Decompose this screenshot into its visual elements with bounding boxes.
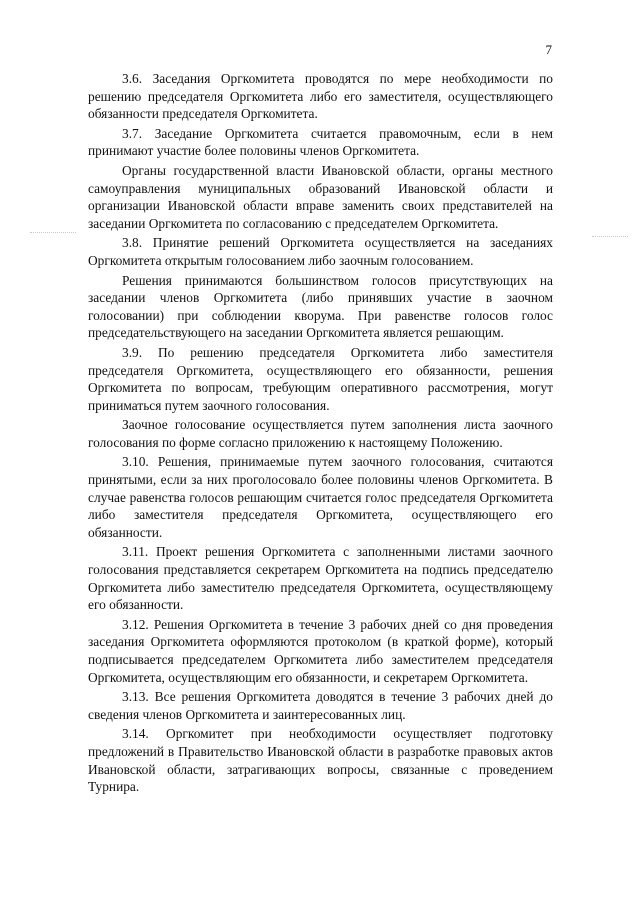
paragraph-3-10: 3.10. Решения, принимаемые путем заочного голосования, считаются принятыми, если за них проголосовало более половины членов Оргкомитета. В случае равенства голосов решающим считается голос председателя Оргкомитета либо заместителя председателя Оргкомитета, осуществляющего его обязанности. xyxy=(88,454,553,540)
scan-artifact-right xyxy=(592,236,628,238)
paragraph-3-7-substitution: Органы государственной власти Ивановской области, органы местного самоуправления муниципальных образований Ивановской области и организации Ивановской области вправе заменить своих представителей на заседании Оргкомитета по согласованию с председателем Оргкомитета. xyxy=(88,162,553,231)
paragraph-3-9: 3.9. По решению председателя Оргкомитета либо заместителя председателя Оргкомитета, осуществляющего его обязанности, решения Оргкомитета по вопросам, требующим оперативного рассмотрения, могут приниматься путем заочного голосования. xyxy=(88,344,553,413)
paragraph-3-13: 3.13. Все решения Оргкомитета доводятся в течение 3 рабочих дней до сведения членов Оргкомитета и заинтересованных лиц. xyxy=(88,689,553,722)
paragraph-3-8-majority: Решения принимаются большинством голосов присутствующих на заседании членов Оргкомитета (либо принявших участие в заочном голосовании) при соблюдении кворума. При равенстве голосов голос председательствующего на заседании Оргкомитета является решающим. xyxy=(88,272,553,341)
page-number: 7 xyxy=(545,42,552,57)
paragraph-3-11: 3.11. Проект решения Оргкомитета с заполненными листами заочного голосования представляется секретарем Оргкомитета на подпись председателю Оргкомитета либо заместителю председателя Оргкомитета, осуществляющему его обязанности. xyxy=(88,544,553,613)
paragraph-3-7: 3.7. Заседание Оргкомитета считается правомочным, если в нем принимают участие более половины членов Оргкомитета. xyxy=(88,125,553,159)
paragraph-3-8: 3.8. Принятие решений Оргкомитета осуществляется на заседаниях Оргкомитета открытым голосованием либо заочным голосованием. xyxy=(88,235,553,268)
paragraph-3-6: 3.6. Заседания Оргкомитета проводятся по мере необходимости по решению председателя Оргкомитета либо его заместителя, осуществляющего обязанности председателя Оргкомитета. xyxy=(88,71,553,122)
paragraph-3-9-remote-voting: Заочное голосование осуществляется путем заполнения листа заочного голосования по форме согласно приложению к настоящему Положению. xyxy=(88,417,553,450)
scan-artifact-left xyxy=(30,232,76,234)
paragraph-3-12: 3.12. Решения Оргкомитета в течение 3 рабочих дней со дня проведения заседания Оргкомитета оформляются протоколом (в краткой форме), который подписывается председателем Оргкомитета либо заместителем председателя Оргкомитета, осуществляющим его обязанности, и секретарем Оргкомитета. xyxy=(88,616,553,685)
document-body xyxy=(88,70,553,798)
paragraph-3-14: 3.14. Оргкомитет при необходимости осуществляет подготовку предложений в Правительство Ивановской области в разработке правовых актов Ивановской области, затрагивающих вопросы, связанные с проведением Турнира. xyxy=(88,726,553,795)
